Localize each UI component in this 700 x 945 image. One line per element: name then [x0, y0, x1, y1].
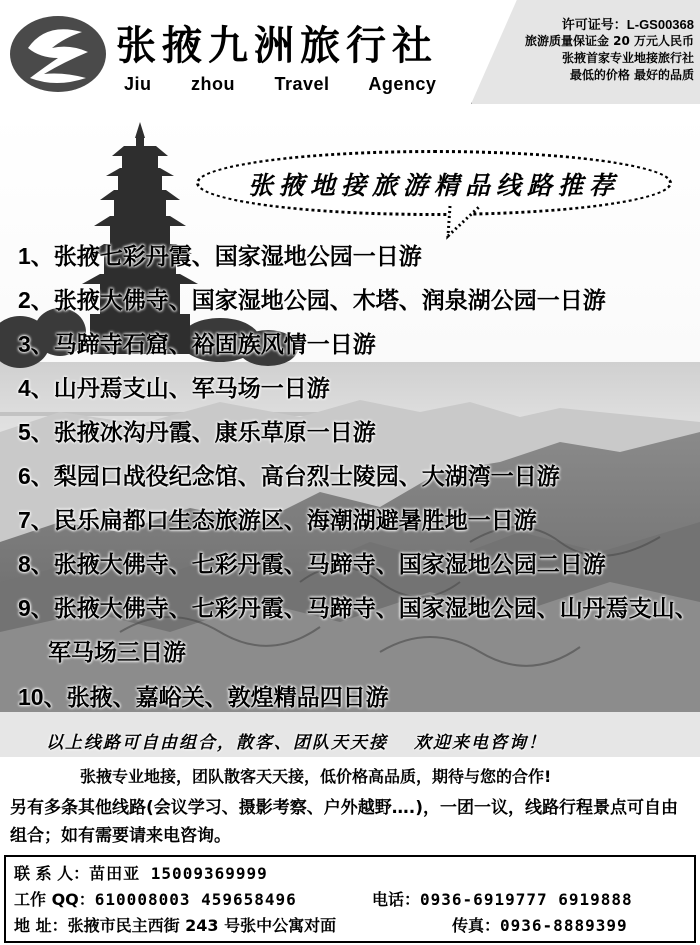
address-label: 地 址： [14, 916, 68, 935]
route-item [18, 322, 698, 366]
route-number: 4 [18, 375, 31, 401]
fax-number: 0936-8889399 [500, 916, 628, 935]
quality-deposit: 旅游质量保证金 20 万元人民币 [524, 34, 694, 48]
phone-label: 电话： [372, 890, 421, 909]
route-number: 10 [18, 684, 44, 710]
contact-person-row [14, 863, 268, 885]
qq-row [14, 889, 297, 911]
price-quality-slogan: 最低的价格 最好的品质 [569, 68, 694, 82]
qq-label: 工作 QQ： [14, 890, 95, 909]
route-number: 8 [18, 551, 31, 577]
route-item [18, 542, 698, 586]
featured-routes-bubble [196, 150, 672, 216]
route-number: 3 [18, 331, 31, 357]
route-number: 2 [18, 287, 31, 313]
route-item [18, 278, 698, 322]
route-text: 、民乐扁都口生态旅游区、海潮湖避暑胜地一日游 [30, 508, 537, 534]
route-text: 、张掖、嘉峪关、敦煌精品四日游 [43, 685, 389, 711]
more-routes-note: 另有多条其他线路(会议学习、摄影考察、户外越野….)，一团一议，线路行程景点可自由组合；如有需要请来电咨询。 [10, 798, 678, 846]
combine-note-text: 以上线路可自由组合，散客、团队天天接 [46, 733, 388, 753]
fax-label: 传真： [452, 916, 501, 935]
contact-person-label: 联 系 人： [14, 864, 90, 883]
route-item [18, 410, 698, 454]
route-number: 6 [18, 463, 31, 489]
header-info [474, 16, 694, 84]
phone-row [372, 889, 633, 911]
phone-numbers: 0936-6919777 6919888 [420, 890, 633, 909]
welcome-note: 欢迎来电咨询！ [414, 733, 547, 753]
route-item [18, 586, 700, 675]
route-text: 、山丹焉支山、军马场一日游 [30, 376, 330, 402]
route-text: 、张掖冰沟丹霞、康乐草原一日游 [30, 420, 376, 446]
route-number: 9 [18, 595, 31, 621]
route-number: 7 [18, 507, 31, 533]
route-item [18, 366, 698, 410]
qq-numbers: 610008003 459658496 [94, 890, 297, 909]
header [0, 0, 700, 115]
service-slogan: 张掖专业地接，团队散客天天接，低价格高品质，期待与您的合作! [80, 767, 552, 786]
route-text: 、马蹄寺石窟、裕固族风情一日游 [30, 332, 376, 358]
route-number: 1 [18, 243, 31, 269]
route-text: 、梨园口战役纪念馆、高台烈士陵园、大湖湾一日游 [30, 464, 560, 490]
fax-row [452, 915, 628, 937]
agency-specialty: 张掖首家专业地接旅行社 [561, 51, 694, 65]
contact-person: 苗田亚 15009369999 [89, 864, 268, 883]
route-number: 5 [18, 419, 31, 445]
combine-note [46, 728, 547, 753]
route-item [18, 234, 698, 278]
route-item [18, 675, 698, 719]
route-text: 、张掖大佛寺、七彩丹霞、马蹄寺、国家湿地公园、山丹焉支山、军马场三日游 [30, 596, 698, 666]
route-text: 、张掖七彩丹霞、国家湿地公园一日游 [30, 244, 422, 270]
address: 张掖市民主西街 243 号张中公寓对面 [67, 916, 337, 935]
contact-box [4, 855, 696, 943]
agency-english-name: Jiu zhou Travel Agency [124, 74, 437, 94]
address-row [14, 915, 336, 937]
license-number: 许可证号：L-GS00368 [561, 17, 694, 32]
route-list [18, 234, 698, 719]
route-item [18, 454, 698, 498]
route-text: 、张掖大佛寺、国家湿地公园、木塔、润泉湖公园一日游 [30, 288, 606, 314]
agency-logo-icon [6, 8, 110, 96]
route-item [18, 498, 698, 542]
route-text: 、张掖大佛寺、七彩丹霞、马蹄寺、国家湿地公园二日游 [30, 552, 606, 578]
featured-routes-title: 张掖地接旅游精品线路推荐 [247, 171, 620, 200]
agency-name: 张掖九洲旅行社 [116, 22, 438, 69]
